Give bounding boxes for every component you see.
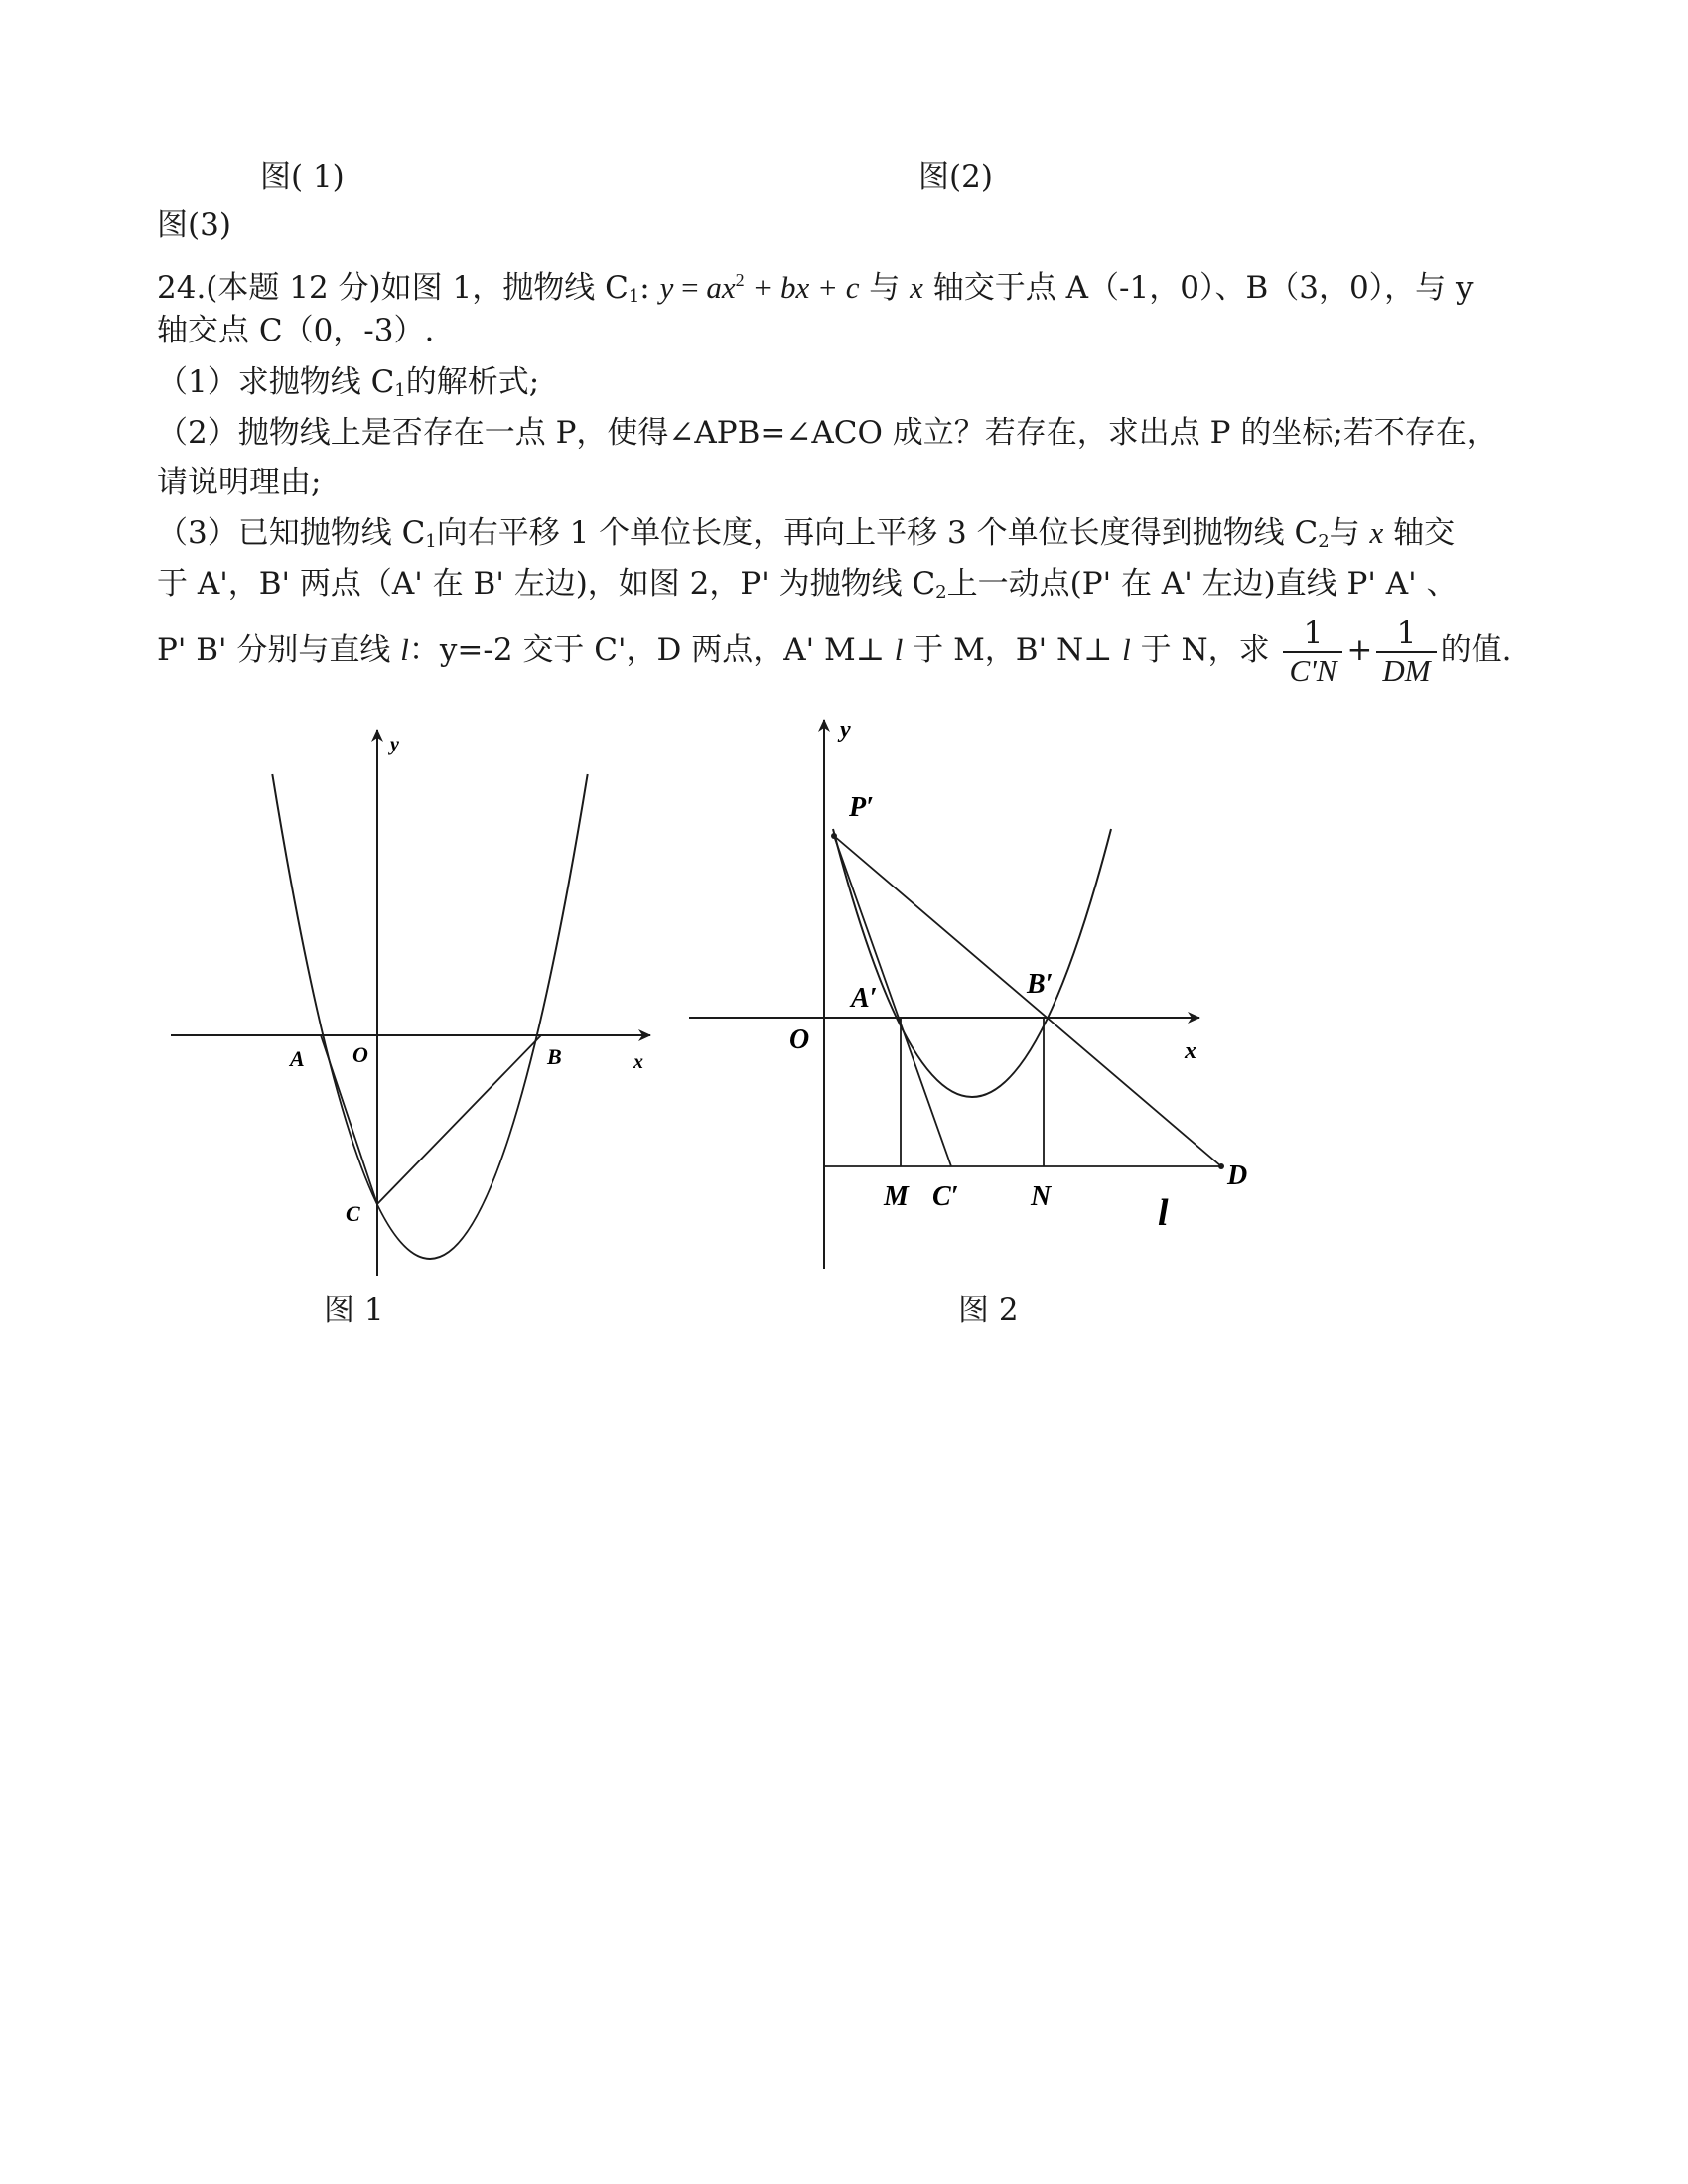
fig2-label-o: O [789, 1024, 810, 1055]
figure-2-caption: 图 2 [958, 1293, 1019, 1328]
fig1-parabola [272, 774, 587, 1259]
fig1-label-b: B [547, 1044, 562, 1069]
fig2-label-m: M [884, 1181, 909, 1212]
caption-fig3-top: 图(3) [157, 207, 231, 243]
figure-2-diagram [685, 705, 1281, 1291]
fig2-label-n: N [1031, 1181, 1052, 1212]
question-2-line-2: 请说明理由; [157, 465, 322, 500]
fig2-label-l: l [1158, 1192, 1169, 1234]
parabola-formula: $y = ax^2$ + bx + c [659, 270, 860, 305]
problem-line-2: 轴交点 C（0，-3）. [157, 313, 435, 348]
fig2-label-c: C′ [932, 1181, 959, 1212]
fraction-1-over-cn: $\frac{1}{C'N}$ [1283, 615, 1342, 689]
fig2-label-b: B′ [1027, 969, 1054, 1000]
fig2-label-d: D [1227, 1160, 1248, 1191]
question-3-line-1: （3）已知抛物线 $C_1$向右平移 1 个单位长度，再向上平移 3 个单位长度得到抛物线 $C_2$与 x 轴交 [157, 515, 1456, 552]
fig2-point-p [831, 833, 837, 839]
fig2-label-a: A′ [851, 983, 878, 1014]
fig1-label-a: A [290, 1046, 305, 1071]
question-2-line-1: （2）抛物线上是否存在一点 P，使得∠APB=∠ACO 成立？若存在，求出点 P 的坐标;若不存在， [157, 415, 1497, 451]
caption-fig1-top: 图( 1) [260, 159, 345, 195]
fig1-label-x: x [633, 1051, 643, 1073]
question-3-line-3: P' B' 分别与直线 l：y=-2 交于 C'，D 两点，A' M⊥ l 于 M，B' N⊥ l 于 N，求 $\frac{1}{C'N}$ + $\frac{1}{DM}$ 的值. [157, 614, 1512, 688]
problem-intro-line: 24.(本题 12 分)如图 1，抛物线 $C_1$: $y = ax^2$ + bx + c 与 x 轴交于点 A（-1，0）、B（3，0），与 y [157, 270, 1474, 307]
fig2-point-d [1218, 1163, 1224, 1169]
question-3-line-2: 于 A'，B' 两点（A' 在 B' 左边)，如图 2，P' 为抛物线 $C_2$上一动点(P' 在 A' 左边)直线 P' A' 、 [157, 566, 1458, 603]
fig2-label-y: y [840, 717, 851, 743]
fig1-segment-ac [321, 1035, 377, 1204]
fig2-label-p: P′ [849, 792, 874, 823]
fig2-parabola [833, 829, 1111, 1097]
figure-1-diagram [159, 715, 675, 1291]
fig1-segment-cb [377, 1035, 541, 1204]
question-1: （1）求抛物线 $C_1$的解析式; [157, 364, 540, 401]
problem-number: 24.(本题 12 分) [157, 270, 381, 306]
figure-1-caption: 图 1 [324, 1293, 384, 1328]
fig1-label-o: O [352, 1042, 368, 1067]
caption-fig2-top: 图(2) [918, 159, 993, 195]
fig2-label-x: x [1185, 1038, 1196, 1064]
fig1-label-c: C [346, 1201, 360, 1226]
fig1-label-y: y [390, 734, 399, 755]
fraction-1-over-dm: $\frac{1}{DM}$ [1376, 615, 1436, 689]
